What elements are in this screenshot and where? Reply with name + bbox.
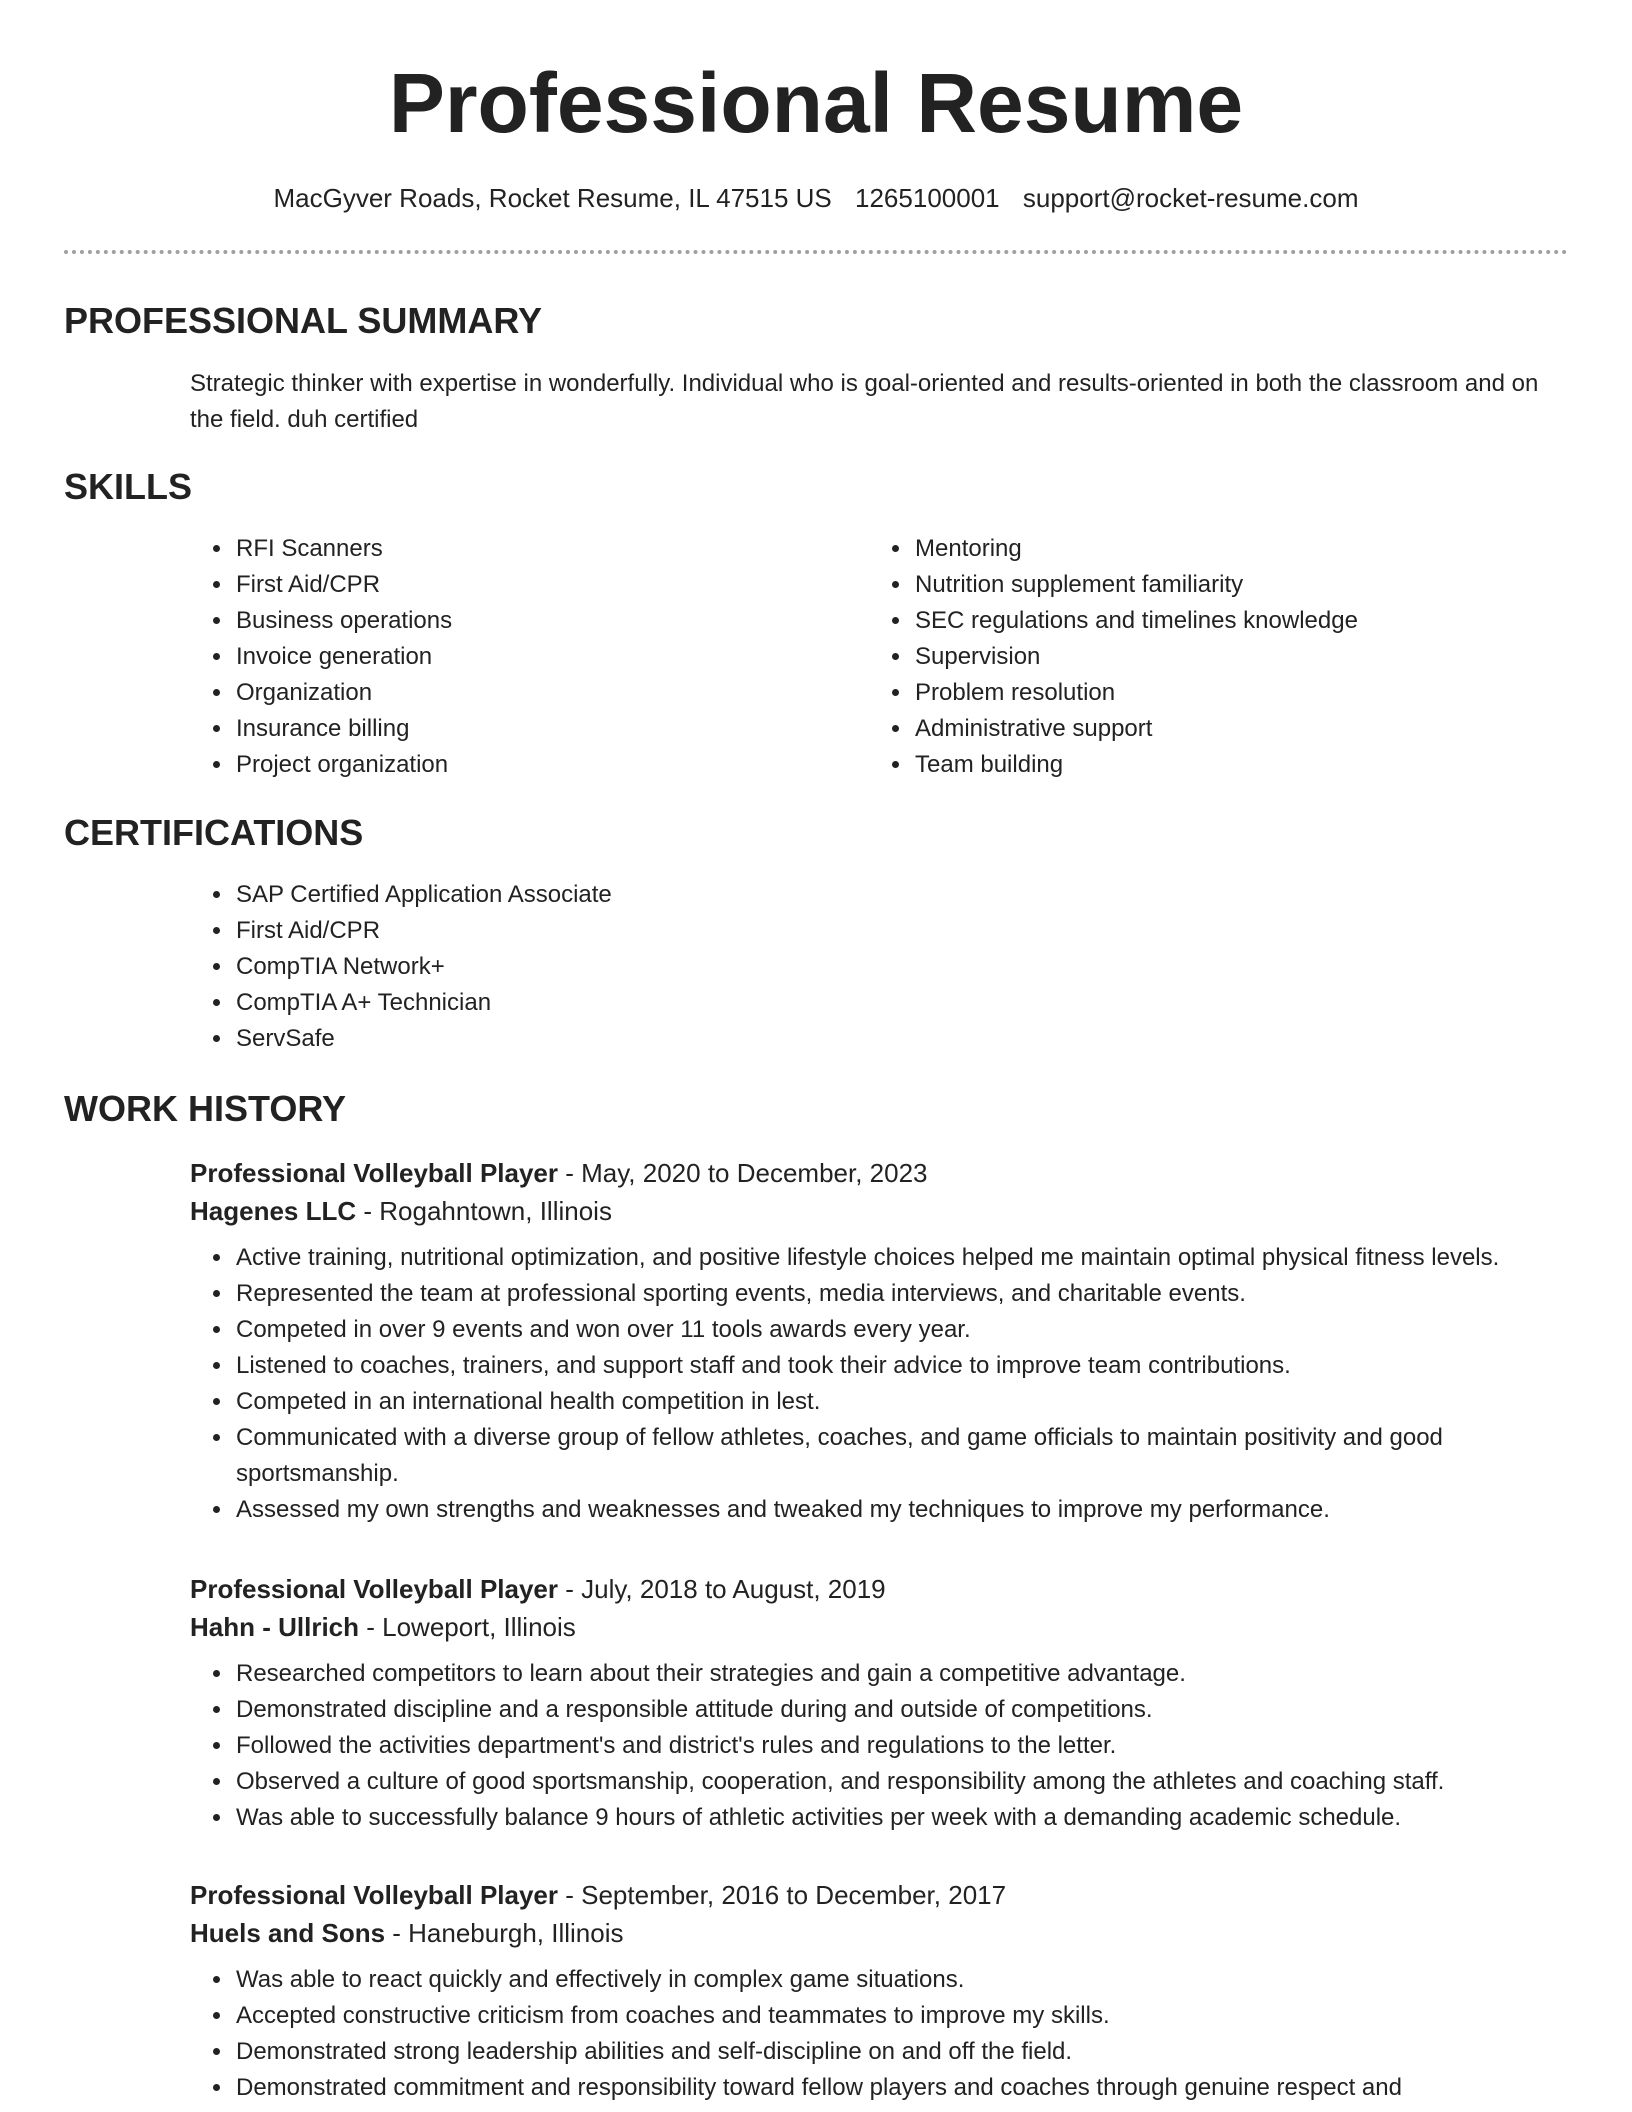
job-location: - Haneburgh, Illinois (385, 1918, 624, 1948)
job-dates: - September, 2016 to December, 2017 (558, 1880, 1007, 1910)
job-dates: - May, 2020 to December, 2023 (558, 1158, 928, 1188)
job-location: - Loweport, Illinois (359, 1612, 576, 1642)
skills-list-left (190, 531, 854, 783)
job-title: Professional Volleyball Player (190, 1574, 559, 1604)
job-duty: • Demonstrated strong leadership abilities and self-discipline on and off the field. (234, 2034, 1570, 2070)
skill-item: • Administrative support (913, 711, 1593, 747)
job-company-line (190, 1192, 1570, 1230)
job-title: Professional Volleyball Player (190, 1880, 559, 1910)
job-duty: • Competed in over 9 events and won over 11 tools awards every year. (234, 1312, 1570, 1348)
skill-item: • Nutrition supplement familiarity (913, 567, 1593, 603)
skill-item: • Supervision (913, 639, 1593, 675)
job-duties-list (190, 1962, 1570, 2106)
job-entry (190, 1154, 1570, 1528)
job-duty: • Competed in an international health competition in lest. (234, 1384, 1570, 1420)
resume-title: Professional Resume (388, 56, 1244, 150)
job-company: Huels and Sons (190, 1918, 386, 1948)
contact-phone: 1265100001 (855, 183, 1000, 213)
job-duty: • Demonstrated commitment and responsibility toward fellow players and coaches through genuine respect and (234, 2070, 1570, 2106)
job-duty: • Listened to coaches, trainers, and support staff and took their advice to improve team contributions. (234, 1348, 1570, 1384)
job-title-line (190, 1154, 1570, 1192)
job-duty: • Was able to react quickly and effectively in complex game situations. (234, 1962, 1570, 1998)
contact-line (0, 180, 1632, 216)
skill-item: • Mentoring (913, 531, 1593, 567)
skill-item: • Organization (234, 675, 854, 711)
job-location: - Rogahntown, Illinois (356, 1196, 612, 1226)
job-duties-list (190, 1656, 1570, 1836)
certification-item: • ServSafe (234, 1021, 1534, 1057)
job-duty: • Represented the team at professional sporting events, media interviews, and charitable events. (234, 1276, 1570, 1312)
skill-item: • RFI Scanners (234, 531, 854, 567)
skills-heading: SKILLS (64, 466, 193, 507)
header-divider (64, 250, 1568, 254)
skill-item: • Invoice generation (234, 639, 854, 675)
job-entry (190, 1570, 1570, 1836)
job-duty: • Assessed my own strengths and weaknesses and tweaked my techniques to improve my performance. (234, 1492, 1570, 1528)
skill-item: • Project organization (234, 747, 854, 783)
job-duty: • Was able to successfully balance 9 hours of athletic activities per week with a demanding academic schedule. (234, 1800, 1570, 1836)
contact-address: MacGyver Roads, Rocket Resume, IL 47515 US (273, 183, 832, 213)
summary-heading: PROFESSIONAL SUMMARY (64, 300, 543, 341)
skill-item: • Business operations (234, 603, 854, 639)
job-duty: • Communicated with a diverse group of fellow athletes, coaches, and game officials to maintain positivity and good sportsmanship. (234, 1420, 1570, 1492)
summary-text: Strategic thinker with expertise in wonderfully. Individual who is goal-oriented and results-oriented in both the classroom and on the field. duh certified (190, 370, 1539, 433)
job-company: Hagenes LLC (190, 1196, 357, 1226)
job-company-line (190, 1608, 1570, 1646)
skill-item: • Team building (913, 747, 1593, 783)
job-duty: • Observed a culture of good sportsmanship, cooperation, and responsibility among the athletes and coaching staff. (234, 1764, 1570, 1800)
job-title-line (190, 1876, 1570, 1914)
job-duty: • Researched competitors to learn about their strategies and gain a competitive advantage. (234, 1656, 1570, 1692)
job-company-line (190, 1914, 1570, 1952)
certification-item: • First Aid/CPR (234, 913, 1534, 949)
job-entry (190, 1876, 1570, 2106)
job-duty: • Accepted constructive criticism from coaches and teammates to improve my skills. (234, 1998, 1570, 2034)
certification-item: • SAP Certified Application Associate (234, 877, 1534, 913)
job-dates: - July, 2018 to August, 2019 (558, 1574, 886, 1604)
skills-list-right (869, 531, 1593, 783)
certifications-heading: CERTIFICATIONS (64, 812, 364, 853)
job-title: Professional Volleyball Player (190, 1158, 559, 1188)
job-title-line (190, 1570, 1570, 1608)
skill-item: • Insurance billing (234, 711, 854, 747)
job-duty: • Demonstrated discipline and a responsible attitude during and outside of competitions. (234, 1692, 1570, 1728)
skill-item: • First Aid/CPR (234, 567, 854, 603)
work-history-heading: WORK HISTORY (64, 1088, 347, 1129)
certifications-list (190, 877, 1534, 1057)
certification-item: • CompTIA A+ Technician (234, 985, 1534, 1021)
skill-item: • SEC regulations and timelines knowledge (913, 603, 1593, 639)
job-duties-list (190, 1240, 1570, 1528)
job-company: Hahn - Ullrich (190, 1612, 360, 1642)
job-duty: • Active training, nutritional optimization, and positive lifestyle choices helped me maintain optimal physical fitness levels. (234, 1240, 1570, 1276)
skill-item: • Problem resolution (913, 675, 1593, 711)
job-duty: • Followed the activities department's and district's rules and regulations to the letter. (234, 1728, 1570, 1764)
contact-email: support@rocket-resume.com (1022, 183, 1359, 213)
certification-item: • CompTIA Network+ (234, 949, 1534, 985)
